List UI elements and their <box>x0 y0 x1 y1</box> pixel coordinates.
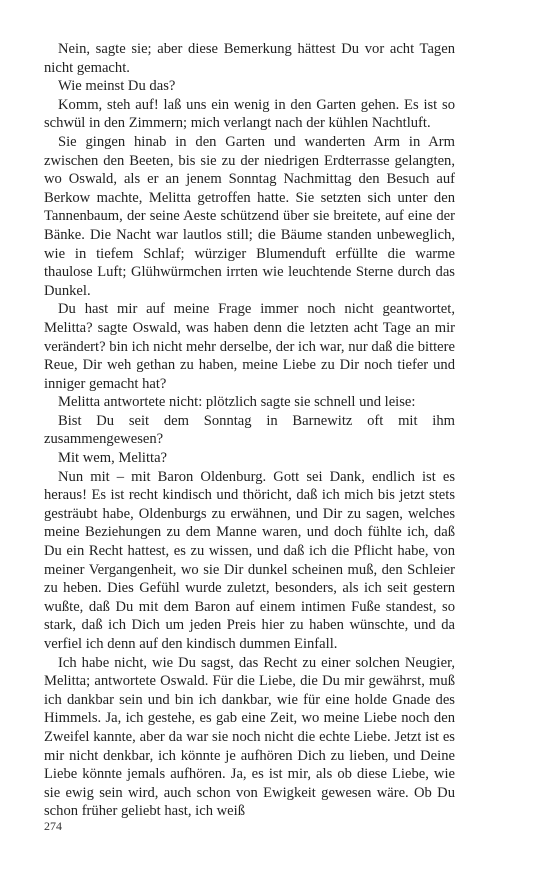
page-number: 274 <box>44 819 62 833</box>
paragraph: Du hast mir auf meine Frage immer noch nicht geantwortet, Melitta? sagte Oswald, was haben denn die letzten acht Tage an mir verändert? bin ich nicht mehr derselbe, der ich war, nur daß die bittere Reue, Dir weh gethan zu haben, meine Liebe zu Dir noch tiefer und inniger gemacht hat? <box>44 301 455 392</box>
paragraph: Komm, steh auf! laß uns ein wenig in den Garten gehen. Es ist so schwül in den Zimmern; mich verlangt nach der kühlen Nachtluft. <box>44 96 455 132</box>
paragraph: Nein, sagte sie; aber diese Bemerkung hättest Du vor acht Tagen nicht gemacht. <box>44 41 455 76</box>
page-body <box>44 40 455 821</box>
paragraph: Sie gingen hinab in den Garten und wanderten Arm in Arm zwischen den Beeten, bis sie zu der niedrigen Erdterrasse gelangten, wo Oswald, als er an jenem Sonntag Nachmittag den Besuch auf Berkow machte, Melitta getroffen hatte. Sie setzten sich unter den Tannenbaum, der seine Aeste schützend über sie breitete, auf eine der Bänke. Die Nacht war lautlos still; die Bäume standen unbeweglich, wie in tiefem Schlaf; würziger Blumenduft erfüllte die warme thaulose Luft; Glühwürmchen irrten wie leuchtende Sterne durch das Dunkel. <box>44 133 455 299</box>
paragraph: Nun mit – mit Baron Oldenburg. Gott sei Dank, endlich ist es heraus! Es ist recht kindisch und thöricht, daß ich mich bis jetzt stets gesträubt habe, Oldenburgs zu erwähnen, und Dir zu sagen, welches meine Beziehungen zu dem Manne waren, und doch fühlte ich, daß Du ein Recht hattest, es zu wissen, und daß ich die Pflicht habe, von meiner Vergangenheit, wo sie Dir dunkel scheinen muß, den Schleier zu heben. Dies Gefühl wurde zuletzt, besonders, als ich seit gestern wußte, daß Du mit dem Baron auf einem intimen Fuße standest, so stark, daß ich Dich um jeden Preis hier zu haben wünschte, und da verfiel ich denn auf den kindisch dummen Einfall. <box>44 468 455 652</box>
paragraph: Wie meinst Du das? <box>58 78 176 95</box>
paragraph: Melitta antwortete nicht: plötzlich sagte sie schnell und leise: <box>58 394 416 411</box>
paragraph: Bist Du seit dem Sonntag in Barnewitz oft mit ihm zusammengewesen? <box>44 412 455 448</box>
paragraph: Ich habe nicht, wie Du sagst, das Recht zu einer solchen Neugier, Melitta; antwortete Oswald. Für die Liebe, die Du mir gewährst, muß ich dankbar sein und bin ich dankbar, wie für eine holde Gnade des Himmels. Ja, ich gestehe, es gab eine Zeit, wo meine Liebe noch den Zweifel kannte, aber da war sie noch nicht die echte Liebe. Jetzt ist es mir nicht denkbar, ich könnte je aufhören Dich zu lieben, und Deine Liebe könnte jemals aufhören. Ja, es ist mir, als ob diese Liebe, wie sie ewig sein wird, auch schon von Ewigkeit gewesen wäre. Ob Du schon früher geliebt hast, ich weiß <box>44 654 455 820</box>
paragraph: Mit wem, Melitta? <box>58 450 168 467</box>
